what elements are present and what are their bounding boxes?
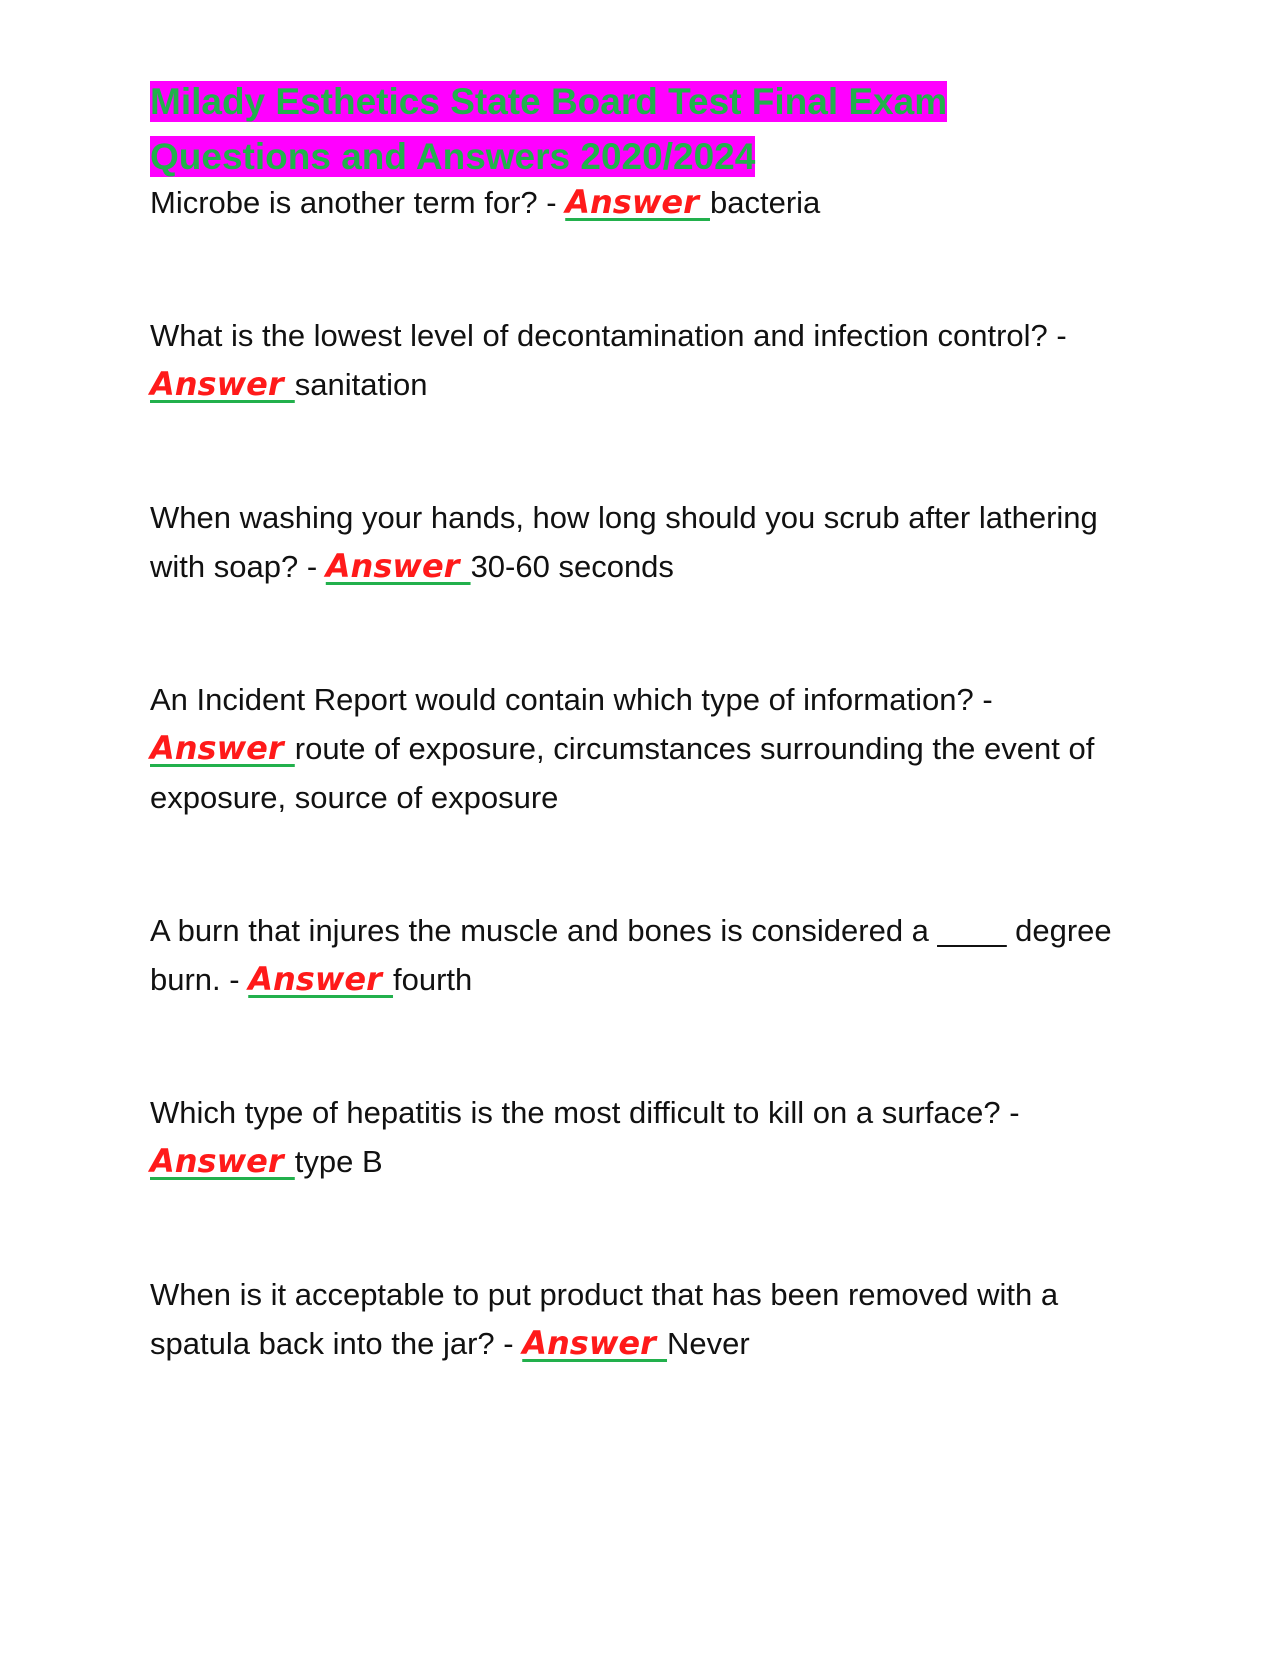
separator: -	[1047, 318, 1067, 353]
qa-item-7	[150, 1270, 1130, 1368]
separator: -	[1000, 1095, 1020, 1130]
separator: -	[973, 682, 993, 717]
separator: -	[220, 962, 249, 997]
answer-label: Answer	[248, 960, 394, 998]
question-text: When washing your hands, how long should you scrub after lathering with soap?	[150, 500, 1098, 584]
question-text: A burn that injures the muscle and bones is considered a ____ degree burn.	[150, 913, 1112, 997]
qa-item-5	[150, 906, 1130, 1004]
answer-label: Answer	[150, 1142, 295, 1180]
qa-item-4	[150, 675, 1130, 822]
answer-text: route of exposure, circumstances surrounding the event of exposure, source of exposure	[150, 731, 1095, 815]
answer-text: Never	[667, 1326, 750, 1361]
question-text: When is it acceptable to put product that has been removed with a spatula back into the jar?	[150, 1277, 1059, 1361]
separator: -	[494, 1326, 523, 1361]
qa-item-3	[150, 493, 1130, 591]
answer-text: sanitation	[294, 367, 428, 402]
answer-label: Answer	[565, 183, 710, 221]
answer-label: Answer	[325, 547, 471, 585]
question-text: What is the lowest level of decontamination and infection control?	[150, 318, 1048, 353]
answer-text: 30-60 seconds	[470, 549, 674, 584]
separator: -	[298, 549, 326, 584]
document-page	[150, 74, 1130, 1368]
title-highlight: Milady Esthetics State Board Test Final Exam Questions and Answers 2020/2024	[150, 81, 948, 177]
answer-text: fourth	[393, 962, 473, 997]
answer-label: Answer	[522, 1324, 668, 1362]
question-text: Which type of hepatitis is the most difficult to kill on a surface?	[150, 1095, 1001, 1130]
qa-item-6	[150, 1088, 1130, 1186]
qa-item-1	[150, 178, 1130, 227]
document-title	[150, 74, 990, 184]
answer-text: type B	[294, 1144, 383, 1179]
question-text: Microbe is another term for?	[150, 185, 538, 220]
answer-text: bacteria	[710, 185, 821, 220]
answer-label: Answer	[150, 729, 295, 767]
question-text: An Incident Report would contain which type of information?	[150, 682, 974, 717]
answer-label: Answer	[150, 365, 295, 403]
qa-item-2	[150, 311, 1130, 409]
separator: -	[537, 185, 566, 220]
